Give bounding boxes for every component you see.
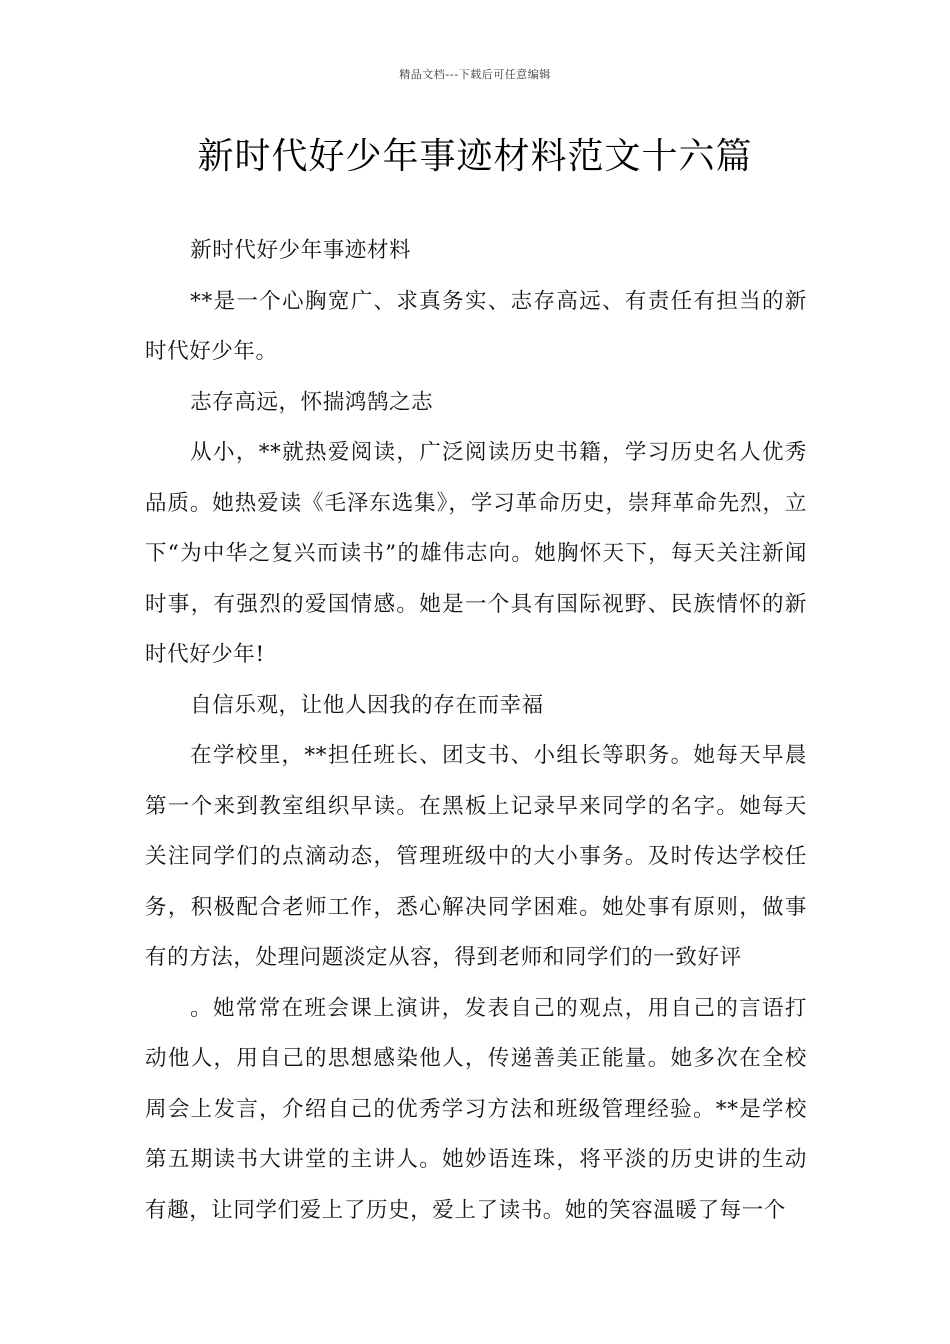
section-heading-optimism: 自信乐观，让他人因我的存在而幸福: [190, 692, 544, 718]
document-body: [145, 226, 807, 1236]
paragraph-intro: **是一个心胸宽广、求真务实、志存高远、有责任有担当的新时代好少年。: [145, 288, 807, 364]
section-heading-ambition: 志存高远，怀揣鸿鹄之志: [190, 389, 434, 415]
document-title: 新时代好少年事迹材料范文十六篇: [197, 136, 753, 177]
paragraph-school-duties: 在学校里，**担任班长、团支书、小组长等职务。她每天早晨第一个来到教室组织早读。在黑板上记录早来同学的名字。她每天关注同学们的点滴动态，管理班级中的大小事务。及时传达学校任务，积极配合老师工作，悉心解决同学困难。她处事有原则，做事有的方法，处理问题淡定从容，得到老师和同学们的一致好评: [145, 743, 807, 970]
header-note: 精品文档---下载后可任意编辑: [399, 68, 551, 81]
paragraph-subtitle: 新时代好少年事迹材料: [190, 238, 412, 263]
paragraph-speeches: 。她常常在班会课上演讲，发表自己的观点，用自己的言语打动他人，用自己的思想感染他人，传递善美正能量。她多次在全校周会上发言，介绍自己的优秀学习方法和班级管理经验。**是学校第五期读书大讲堂的主讲人。她妙语连珠，将平淡的历史讲的生动有趣，让同学们爱上了历史，爱上了读书。她的笑容温暖了每一个: [145, 995, 807, 1223]
paragraph-ambition: 从小，**就热爱阅读，广泛阅读历史书籍，学习历史名人优秀品质。她热爱读《毛泽东选集》，学习革命历史，崇拜革命先烈，立下“为中华之复兴而读书”的雄伟志向。她胸怀天下，每天关注新闻时事，有强烈的爱国情感。她是一个具有国际视野、民族情怀的新时代好少年!: [145, 440, 807, 667]
